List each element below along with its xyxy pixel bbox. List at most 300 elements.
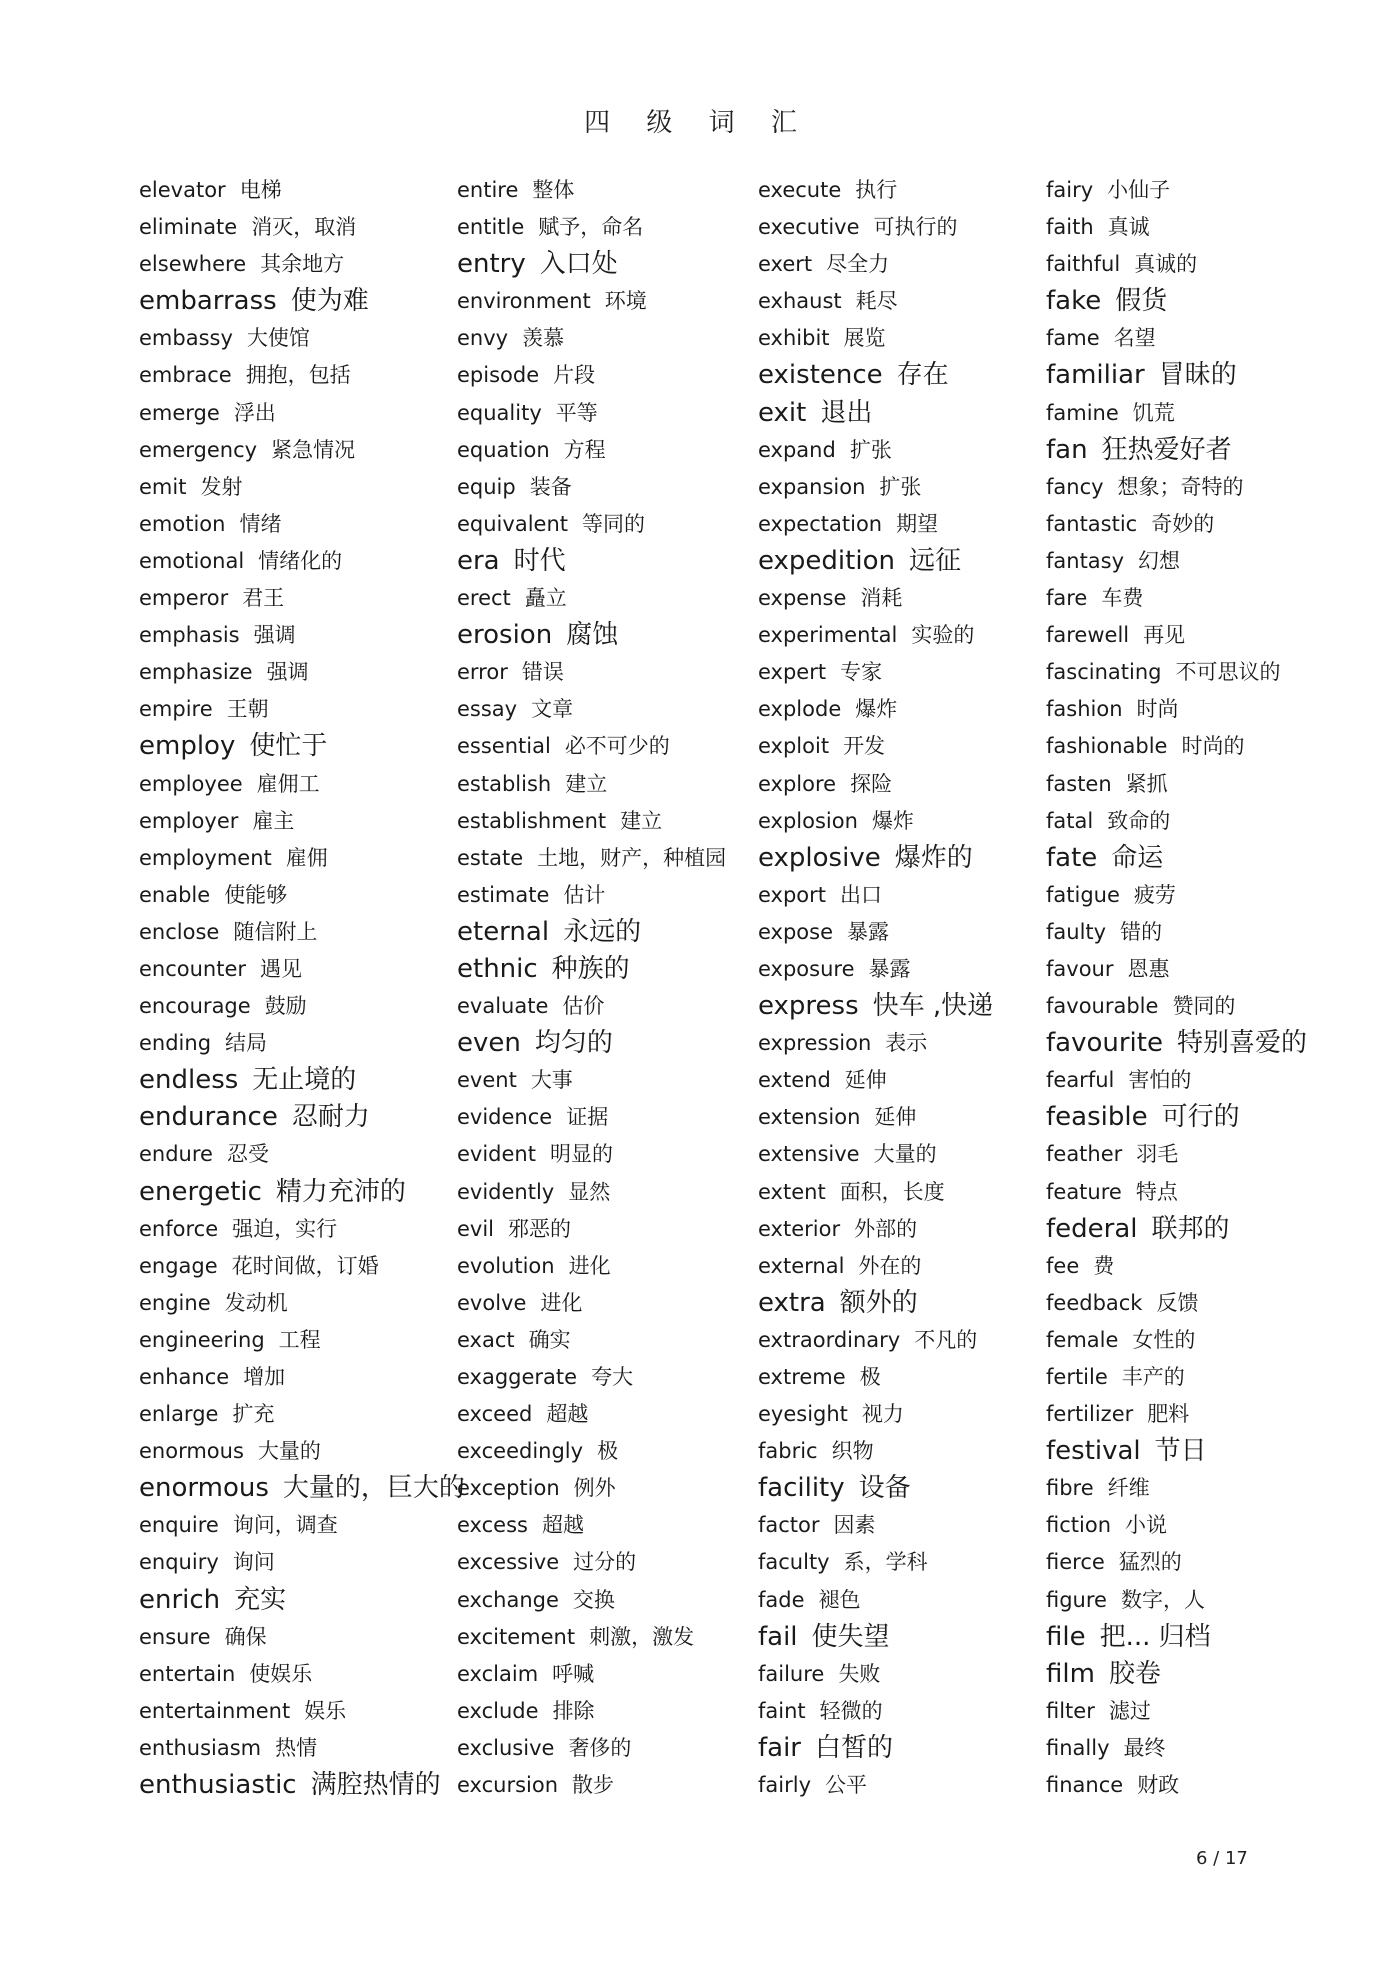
vocab-entry xyxy=(758,246,993,283)
english-word: evil xyxy=(457,1216,495,1241)
vocab-entry xyxy=(139,654,465,691)
vocab-entry xyxy=(457,1211,726,1248)
chinese-meaning: 车费 xyxy=(1101,586,1144,611)
english-word: fashion xyxy=(1046,697,1123,722)
vocab-entry xyxy=(758,1062,993,1099)
vocab-entry xyxy=(758,654,993,691)
english-word: employ xyxy=(139,731,236,762)
chinese-meaning: 耗尽 xyxy=(855,289,898,314)
chinese-meaning: 君王 xyxy=(242,586,285,611)
english-word: enthusiasm xyxy=(139,1735,262,1760)
english-word: fantastic xyxy=(1046,511,1138,536)
english-word: emphasis xyxy=(139,623,240,648)
vocab-entry xyxy=(457,803,726,840)
english-word: enlarge xyxy=(139,1402,219,1427)
english-word: enquire xyxy=(139,1513,219,1538)
chinese-meaning: 大量的，巨大的 xyxy=(282,1473,465,1504)
vocab-entry xyxy=(139,803,465,840)
chinese-meaning: 不凡的 xyxy=(914,1327,978,1352)
english-word: engine xyxy=(139,1290,211,1315)
chinese-meaning: 特别喜爱的 xyxy=(1176,1028,1307,1059)
english-word: excess xyxy=(457,1513,528,1538)
chinese-meaning: 其余地方 xyxy=(260,252,345,277)
vocab-entry xyxy=(758,1248,993,1285)
english-word: feasible xyxy=(1046,1102,1148,1133)
vocab-entry xyxy=(1046,1544,1307,1581)
chinese-meaning: 执行 xyxy=(855,178,898,202)
english-word: fail xyxy=(758,1621,798,1652)
vocab-entry xyxy=(1046,469,1307,506)
vocab-entry xyxy=(1046,543,1307,580)
english-word: exploit xyxy=(758,734,830,759)
chinese-meaning: 使能够 xyxy=(224,882,288,907)
chinese-meaning: 时代 xyxy=(513,545,566,576)
chinese-meaning: 王朝 xyxy=(226,697,269,722)
english-word: explode xyxy=(758,697,842,722)
chinese-meaning: 交换 xyxy=(572,1587,615,1612)
vocab-entry xyxy=(139,914,465,951)
chinese-meaning: 邪恶的 xyxy=(508,1216,572,1241)
chinese-meaning: 极 xyxy=(597,1439,619,1464)
english-word: extensive xyxy=(758,1142,860,1167)
chinese-meaning: 可执行的 xyxy=(873,215,958,240)
english-word: fee xyxy=(1046,1253,1080,1278)
chinese-meaning: 入口处 xyxy=(539,249,618,280)
vocab-entry xyxy=(758,691,993,728)
vocab-entry xyxy=(1046,320,1307,357)
vocab-entry xyxy=(758,469,993,506)
english-word: factor xyxy=(758,1513,820,1538)
chinese-meaning: 冒昧的 xyxy=(1158,360,1237,391)
english-word: fair xyxy=(758,1732,801,1763)
vocab-entry xyxy=(1046,1656,1307,1693)
vocab-entry xyxy=(139,246,465,283)
chinese-meaning: 散步 xyxy=(572,1773,615,1798)
vocab-entry xyxy=(457,1730,726,1767)
chinese-meaning: 询问，调查 xyxy=(232,1513,338,1538)
english-word: exclude xyxy=(457,1698,539,1723)
vocab-entry xyxy=(457,1062,726,1099)
chinese-meaning: 必不可少的 xyxy=(564,734,670,759)
vocab-entry xyxy=(139,1211,465,1248)
vocab-entry xyxy=(1046,840,1307,877)
vocab-entry xyxy=(139,506,465,543)
chinese-meaning: 错误 xyxy=(521,660,564,685)
chinese-meaning: 存在 xyxy=(896,360,949,391)
english-word: enrich xyxy=(139,1584,221,1615)
chinese-meaning: 使娱乐 xyxy=(249,1661,313,1686)
vocab-entry xyxy=(139,1730,465,1767)
vocab-entry xyxy=(457,1544,726,1581)
vocab-entry xyxy=(139,1025,465,1062)
chinese-meaning: 奢侈的 xyxy=(568,1735,632,1760)
chinese-meaning: 期望 xyxy=(896,511,939,536)
chinese-meaning: 数字，人 xyxy=(1120,1587,1205,1612)
chinese-meaning: 疲劳 xyxy=(1133,882,1176,907)
vocab-entry xyxy=(758,432,993,469)
english-word: employment xyxy=(139,845,272,870)
chinese-meaning: 爆炸 xyxy=(855,697,898,722)
english-word: exit xyxy=(758,397,807,428)
vocab-entry xyxy=(1046,1322,1307,1359)
chinese-meaning: 超越 xyxy=(541,1513,584,1538)
english-word: expose xyxy=(758,919,834,944)
chinese-meaning: 实验的 xyxy=(911,623,975,648)
english-word: expedition xyxy=(758,545,895,576)
vocab-entry xyxy=(139,1656,465,1693)
vocab-entry xyxy=(758,1396,993,1433)
chinese-meaning: 联邦的 xyxy=(1151,1213,1230,1244)
chinese-meaning: 肥料 xyxy=(1147,1402,1190,1427)
english-word: fashionable xyxy=(1046,734,1168,759)
chinese-meaning: 假货 xyxy=(1115,286,1168,317)
vocab-entry xyxy=(1046,914,1307,951)
chinese-meaning: 赋予，命名 xyxy=(538,215,644,240)
vocab-entry xyxy=(139,395,465,432)
english-word: evolution xyxy=(457,1253,555,1278)
chinese-meaning: 热情 xyxy=(275,1735,318,1760)
vocab-entry xyxy=(758,357,993,394)
vocab-entry xyxy=(139,357,465,394)
vocab-entry xyxy=(1046,1248,1307,1285)
vocab-entry xyxy=(758,1619,993,1656)
vocab-entry xyxy=(457,357,726,394)
word-column-2 xyxy=(457,172,726,1804)
english-word: elsewhere xyxy=(139,252,247,277)
english-word: emperor xyxy=(139,586,229,611)
english-word: executive xyxy=(758,215,860,240)
vocab-entry xyxy=(457,506,726,543)
english-word: exhibit xyxy=(758,326,830,351)
vocab-entry xyxy=(457,1285,726,1322)
english-word: engage xyxy=(139,1253,218,1278)
chinese-meaning: 公平 xyxy=(825,1773,867,1798)
english-word: fake xyxy=(1046,286,1102,317)
vocab-entry xyxy=(758,1656,993,1693)
vocab-entry xyxy=(1046,395,1307,432)
english-word: endure xyxy=(139,1142,213,1167)
vocab-entry xyxy=(457,1359,726,1396)
chinese-meaning: 忍受 xyxy=(226,1142,269,1167)
english-word: event xyxy=(457,1068,517,1093)
english-word: elevator xyxy=(139,178,226,202)
chinese-meaning: 土地，财产，种植园 xyxy=(537,845,727,870)
vocab-entry xyxy=(457,1656,726,1693)
vocab-entry xyxy=(457,1582,726,1619)
vocab-entry xyxy=(1046,506,1307,543)
vocab-entry xyxy=(758,914,993,951)
english-word: estimate xyxy=(457,882,550,907)
english-word: emotion xyxy=(139,511,226,536)
vocab-entry xyxy=(457,1136,726,1173)
vocab-entry xyxy=(758,1211,993,1248)
english-word: existence xyxy=(758,360,883,391)
english-word: encounter xyxy=(139,956,247,981)
english-word: fairly xyxy=(758,1773,811,1798)
chinese-meaning: 白皙的 xyxy=(815,1732,894,1763)
vocab-entry xyxy=(1046,766,1307,803)
chinese-meaning: 延伸 xyxy=(874,1105,917,1130)
english-word: enable xyxy=(139,882,211,907)
english-word: famine xyxy=(1046,400,1119,425)
vocab-entry xyxy=(758,1099,993,1136)
english-word: festival xyxy=(1046,1436,1141,1467)
english-word: failure xyxy=(758,1661,825,1686)
english-word: establishment xyxy=(457,808,607,833)
vocab-entry xyxy=(1046,803,1307,840)
english-word: excursion xyxy=(457,1773,559,1798)
vocab-entry xyxy=(758,543,993,580)
english-word: favour xyxy=(1046,956,1114,981)
english-word: embarrass xyxy=(139,286,277,317)
chinese-meaning: 等同的 xyxy=(582,511,645,536)
chinese-meaning: 设备 xyxy=(858,1473,911,1504)
chinese-meaning: 大使馆 xyxy=(246,326,310,351)
vocab-entry xyxy=(457,914,726,951)
vocab-entry xyxy=(758,209,993,246)
chinese-meaning: 退出 xyxy=(820,397,873,428)
english-word: evaluate xyxy=(457,994,549,1019)
vocab-entry xyxy=(1046,1507,1307,1544)
english-word: exterior xyxy=(758,1216,841,1241)
vocab-entry xyxy=(139,1174,465,1211)
chinese-meaning: 赞同的 xyxy=(1172,994,1236,1019)
chinese-meaning: 遇见 xyxy=(260,956,303,981)
chinese-meaning: 系，学科 xyxy=(843,1550,928,1575)
vocab-entry xyxy=(758,580,993,617)
vocab-entry xyxy=(139,766,465,803)
english-word: equation xyxy=(457,437,550,462)
chinese-meaning: 尽全力 xyxy=(826,252,890,277)
chinese-meaning: 腐蚀 xyxy=(566,620,619,651)
chinese-meaning: 忍耐力 xyxy=(291,1102,370,1133)
english-word: equivalent xyxy=(457,511,568,536)
english-word: faulty xyxy=(1046,919,1107,944)
english-word: faculty xyxy=(758,1550,830,1575)
vocab-entry xyxy=(758,877,993,914)
english-word: emit xyxy=(139,474,187,499)
chinese-meaning: 出口 xyxy=(840,882,883,907)
chinese-meaning: 发射 xyxy=(200,474,243,499)
vocab-entry xyxy=(139,172,465,209)
english-word: exchange xyxy=(457,1587,559,1612)
vocab-entry xyxy=(758,1433,993,1470)
english-word: fabric xyxy=(758,1439,818,1464)
vocab-entry xyxy=(139,469,465,506)
vocab-entry xyxy=(139,1767,465,1804)
chinese-meaning: 呼喊 xyxy=(552,1661,595,1686)
chinese-meaning: 建立 xyxy=(620,808,663,833)
chinese-meaning: 估计 xyxy=(563,882,606,907)
english-word: employee xyxy=(139,771,243,796)
vocab-entry xyxy=(1046,1582,1307,1619)
vocab-entry xyxy=(758,320,993,357)
chinese-meaning: 方程 xyxy=(563,437,606,462)
english-word: exceedingly xyxy=(457,1439,584,1464)
vocab-entry xyxy=(1046,1730,1307,1767)
chinese-meaning: 紧抓 xyxy=(1125,771,1168,796)
english-word: evidently xyxy=(457,1179,555,1204)
vocab-entry xyxy=(1046,1433,1307,1470)
chinese-meaning: 开发 xyxy=(843,734,886,759)
vocab-entry xyxy=(139,1619,465,1656)
english-word: expression xyxy=(758,1031,872,1056)
english-word: exclusive xyxy=(457,1735,555,1760)
chinese-meaning: 真诚 xyxy=(1107,215,1150,240)
vocab-entry xyxy=(758,617,993,654)
english-word: emotional xyxy=(139,548,245,573)
vocab-entry xyxy=(139,1099,465,1136)
english-word: evident xyxy=(457,1142,536,1167)
english-word: figure xyxy=(1046,1587,1107,1612)
english-word: farewell xyxy=(1046,623,1130,648)
english-word: excitement xyxy=(457,1624,576,1649)
chinese-meaning: 大事 xyxy=(530,1068,573,1093)
english-word: exert xyxy=(758,252,813,277)
english-word: export xyxy=(758,882,827,907)
chinese-meaning: 真诚的 xyxy=(1134,252,1198,277)
chinese-meaning: 强调 xyxy=(266,660,309,685)
english-word: fasten xyxy=(1046,771,1112,796)
english-word: entitle xyxy=(457,215,525,240)
vocab-entry xyxy=(457,877,726,914)
vocab-entry xyxy=(1046,1285,1307,1322)
vocab-entry xyxy=(139,1248,465,1285)
vocab-entry xyxy=(139,283,465,320)
chinese-meaning: 夸大 xyxy=(591,1365,634,1389)
english-word: external xyxy=(758,1253,845,1278)
chinese-meaning: 建立 xyxy=(565,771,608,796)
chinese-meaning: 浮出 xyxy=(233,400,276,425)
english-word: expectation xyxy=(758,511,883,536)
chinese-meaning: 强迫，实行 xyxy=(232,1216,338,1241)
english-word: expense xyxy=(758,586,847,611)
vocab-entry xyxy=(457,1767,726,1804)
english-word: exaggerate xyxy=(457,1365,578,1389)
chinese-meaning: 排除 xyxy=(552,1698,595,1723)
english-word: feedback xyxy=(1046,1290,1143,1315)
chinese-meaning: 扩张 xyxy=(849,437,892,462)
english-word: employer xyxy=(139,808,239,833)
chinese-meaning: 紧急情况 xyxy=(271,437,356,462)
english-word: file xyxy=(1046,1621,1086,1652)
chinese-meaning: 外在的 xyxy=(858,1253,922,1278)
english-word: emerge xyxy=(139,400,220,425)
english-word: enormous xyxy=(139,1473,269,1504)
chinese-meaning: 不可思议的 xyxy=(1175,660,1281,685)
chinese-meaning: 工程 xyxy=(278,1327,321,1352)
chinese-meaning: 轻微的 xyxy=(819,1698,883,1723)
vocab-entry xyxy=(758,1767,993,1804)
vocab-entry xyxy=(1046,432,1307,469)
vocab-entry xyxy=(457,1433,726,1470)
english-word: fibre xyxy=(1046,1476,1094,1501)
chinese-meaning: 失败 xyxy=(838,1661,881,1686)
chinese-meaning: 探险 xyxy=(850,771,893,796)
chinese-meaning: 平等 xyxy=(555,400,598,425)
english-word: fertilizer xyxy=(1046,1402,1134,1427)
vocab-entry xyxy=(139,432,465,469)
chinese-meaning: 发动机 xyxy=(224,1290,288,1315)
english-word: establish xyxy=(457,771,552,796)
vocab-entry xyxy=(457,283,726,320)
chinese-meaning: 幻想 xyxy=(1138,548,1181,573)
chinese-meaning: 强调 xyxy=(253,623,296,648)
english-word: extreme xyxy=(758,1365,846,1389)
chinese-meaning: 小说 xyxy=(1125,1513,1167,1538)
chinese-meaning: 织物 xyxy=(831,1439,874,1464)
english-word: equip xyxy=(457,474,516,499)
vocab-entry xyxy=(457,1174,726,1211)
english-word: essential xyxy=(457,734,551,759)
chinese-meaning: 增加 xyxy=(243,1365,286,1389)
vocab-entry xyxy=(758,1582,993,1619)
vocab-entry xyxy=(139,1062,465,1099)
vocab-entry xyxy=(758,1730,993,1767)
vocab-entry xyxy=(139,951,465,988)
english-word: federal xyxy=(1046,1213,1138,1244)
chinese-meaning: 丰产的 xyxy=(1121,1365,1185,1389)
page-number: 6 / 17 xyxy=(1196,1848,1248,1869)
vocab-entry xyxy=(1046,209,1307,246)
chinese-meaning: 爆炸的 xyxy=(894,842,973,873)
vocab-entry xyxy=(1046,1025,1307,1062)
vocab-entry xyxy=(1046,988,1307,1025)
chinese-meaning: 害怕的 xyxy=(1128,1068,1192,1093)
english-word: enquiry xyxy=(139,1550,219,1575)
vocab-entry xyxy=(139,617,465,654)
english-word: energetic xyxy=(139,1176,262,1207)
vocab-entry xyxy=(457,728,726,765)
vocab-entry xyxy=(139,728,465,765)
chinese-meaning: 娱乐 xyxy=(304,1698,347,1723)
chinese-meaning: 矗立 xyxy=(524,586,567,611)
chinese-meaning: 扩充 xyxy=(232,1402,275,1427)
vocab-entry xyxy=(1046,580,1307,617)
vocab-entry xyxy=(457,209,726,246)
chinese-meaning: 命运 xyxy=(1111,842,1164,873)
english-word: ending xyxy=(139,1031,212,1056)
vocab-entry xyxy=(457,1248,726,1285)
chinese-meaning: 羽毛 xyxy=(1136,1142,1179,1167)
vocab-entry xyxy=(1046,1470,1307,1507)
english-word: film xyxy=(1046,1658,1095,1689)
english-word: enclose xyxy=(139,919,220,944)
chinese-meaning: 证据 xyxy=(566,1105,609,1130)
chinese-meaning: 延伸 xyxy=(844,1068,887,1093)
vocab-entry xyxy=(1046,1136,1307,1173)
english-word: explore xyxy=(758,771,837,796)
english-word: estate xyxy=(457,845,524,870)
english-word: finally xyxy=(1046,1735,1110,1760)
english-word: feature xyxy=(1046,1179,1122,1204)
vocab-entry xyxy=(139,1582,465,1619)
vocab-entry xyxy=(758,1507,993,1544)
chinese-meaning: 视力 xyxy=(861,1402,904,1427)
vocab-entry xyxy=(139,543,465,580)
vocab-entry xyxy=(139,580,465,617)
chinese-meaning: 恩惠 xyxy=(1127,956,1170,981)
vocab-entry xyxy=(457,246,726,283)
english-word: fairy xyxy=(1046,178,1094,202)
vocab-entry xyxy=(758,506,993,543)
chinese-meaning: 爆炸 xyxy=(871,808,914,833)
english-word: fare xyxy=(1046,586,1088,611)
english-word: emphasize xyxy=(139,660,253,685)
vocab-entry xyxy=(1046,1062,1307,1099)
vocab-entry xyxy=(139,1285,465,1322)
chinese-meaning: 滤过 xyxy=(1108,1698,1151,1723)
